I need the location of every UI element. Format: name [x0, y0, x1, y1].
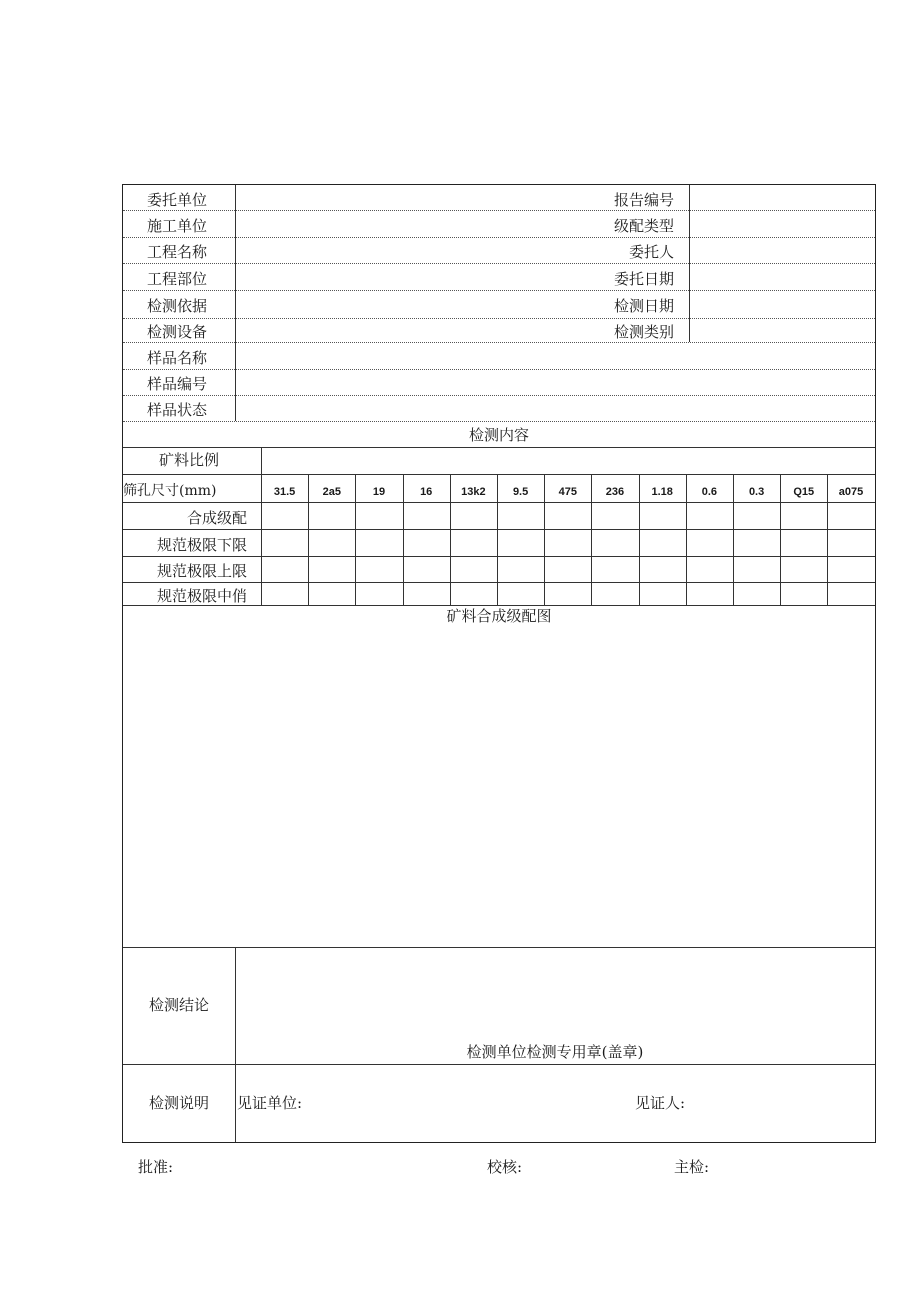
- sieve-size-11: Q15: [793, 486, 815, 498]
- chart-title: 矿料合成级配图: [446, 607, 552, 625]
- sieve-size-10: 0.3: [748, 486, 765, 498]
- witness-unit-label: 见证单位:: [237, 1094, 303, 1112]
- header-label-2: 工程名称: [147, 243, 208, 261]
- grading-col-line-5: [497, 474, 498, 605]
- grading-row-label-1: 规范极限下限: [156, 536, 247, 554]
- col-line-right-value: [689, 185, 690, 342]
- notes-label: 检测说明: [148, 1094, 209, 1112]
- sieve-size-4: 13k2: [461, 486, 486, 498]
- grading-col-line-11: [780, 474, 781, 605]
- sieve-size-7: 236: [605, 486, 625, 498]
- grading-col-line-6: [544, 474, 545, 605]
- grading-col-line-1: [308, 474, 309, 605]
- header-right-label-1: 级配类型: [613, 217, 674, 235]
- sample-label-0: 样品名称: [147, 349, 208, 367]
- header-label-0: 委托单位: [147, 191, 208, 209]
- grading-col-line-12: [827, 474, 828, 605]
- conclusion-stamp-text: 检测单位检测专用章(盖章): [466, 1043, 644, 1061]
- sieve-size-2: 19: [372, 486, 386, 498]
- header-label-4: 检测依据: [147, 297, 208, 315]
- sieve-size-12: a075: [838, 486, 864, 498]
- sieve-size-3: 16: [420, 486, 433, 498]
- sample-label-1: 样品编号: [147, 375, 208, 393]
- content-title: 检测内容: [468, 426, 529, 444]
- header-right-label-5: 检测类别: [613, 323, 674, 341]
- conclusion-label: 检测结论: [148, 996, 209, 1014]
- header-label-3: 工程部位: [147, 270, 208, 288]
- grading-col-line-0: [261, 474, 262, 605]
- grading-col-line-7: [591, 474, 592, 605]
- col-line-label: [235, 185, 236, 421]
- ratio-col-line: [261, 447, 262, 474]
- header-right-label-2: 委托人: [628, 243, 674, 261]
- sieve-size-9: 0.6: [701, 486, 718, 498]
- sieve-size-5: 9.5: [512, 486, 529, 498]
- witness-person-label: 见证人:: [635, 1094, 686, 1112]
- row-line-grading-6: [123, 605, 875, 606]
- row-line-grading-4: [123, 556, 875, 557]
- row-line-grading-1: [123, 474, 875, 475]
- sample-label-2: 样品状态: [147, 401, 208, 419]
- ratio-label: 矿料比例: [159, 451, 220, 469]
- sieve-size-8: 1.18: [651, 486, 673, 498]
- row-line-sample-2: [123, 421, 875, 422]
- grading-col-line-2: [355, 474, 356, 605]
- header-right-label-0: 报告编号: [613, 191, 674, 209]
- grading-row-label-2: 规范极限上限: [156, 562, 247, 580]
- test-report-form: [122, 184, 876, 1143]
- row-line-grading-5: [123, 582, 875, 583]
- grading-row-label-3: 规范极限中俏: [156, 587, 247, 605]
- row-line-grading-0: [123, 447, 875, 448]
- grading-col-line-10: [733, 474, 734, 605]
- grading-row-label-0: 合成级配: [186, 509, 247, 527]
- row-line-grading-2: [123, 502, 875, 503]
- header-right-label-3: 委托日期: [613, 270, 674, 288]
- sieve-size-1: 2a5: [322, 486, 341, 498]
- header-label-1: 施工单位: [147, 217, 208, 235]
- inspect-label: 主检:: [674, 1158, 710, 1176]
- row-line-grading-3: [123, 529, 875, 530]
- approve-label: 批准:: [138, 1158, 174, 1176]
- review-label: 校核:: [487, 1158, 523, 1176]
- sieve-size-0: 31.5: [273, 486, 296, 498]
- header-right-label-4: 检测日期: [613, 297, 674, 315]
- sieve-label: 筛孔尺寸(mm): [123, 483, 217, 499]
- sieve-size-6: 475: [558, 486, 577, 498]
- header-label-5: 检测设备: [147, 323, 208, 341]
